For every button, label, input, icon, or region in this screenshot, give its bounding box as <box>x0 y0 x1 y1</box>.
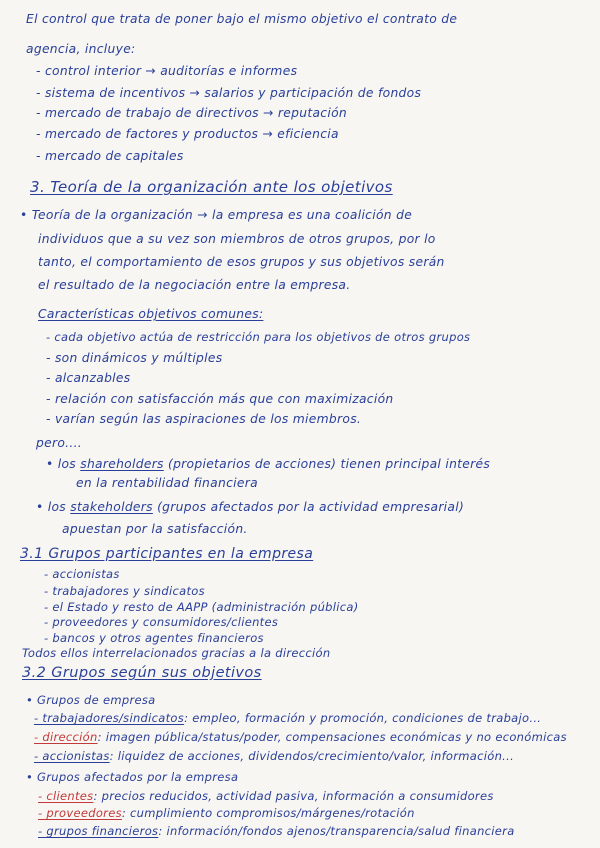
feature-item: - cada objetivo actúa de restricción para los objetivos de otros grupos <box>46 330 471 344</box>
empresa-item-label: - dirección <box>34 730 98 744</box>
empresa-title: • Grupos de empresa <box>26 693 156 707</box>
group-item: - trabajadores y sindicatos <box>44 584 205 598</box>
section-3-title: 3. Teoría de la organización ante los objetivos <box>30 178 393 196</box>
features-title: Características objetivos comunes: <box>38 307 264 321</box>
bullet-prefix: • los <box>46 457 77 471</box>
shareholders-text: (propietarios de acciones) tienen principal interés <box>167 457 491 471</box>
afectados-item-text: : cumplimiento compromisos/márgenes/rotación <box>121 806 415 820</box>
intro-item: - mercado de trabajo de directivos → reputación <box>36 106 347 120</box>
section-32-title: 3.2 Grupos según sus objetivos <box>22 665 262 681</box>
bullet-prefix: • los <box>36 500 67 514</box>
afectados-item-label: - grupos financieros <box>38 824 159 838</box>
intro-item: - sistema de incentivos → salarios y participación de fondos <box>36 86 422 100</box>
afectados-item <box>38 806 415 820</box>
section-3-para: tanto, el comportamiento de esos grupos y sus objetivos serán <box>38 255 445 269</box>
intro-item: - control interior → auditorías e informes <box>36 64 298 78</box>
group-item: - bancos y otros agentes financieros <box>44 631 264 645</box>
shareholders-label: shareholders <box>80 457 164 471</box>
intro-item: - mercado de capitales <box>36 149 184 163</box>
afectados-item <box>38 789 494 803</box>
shareholders-line-2: en la rentabilidad financiera <box>76 476 258 490</box>
empresa-item <box>34 730 567 744</box>
empresa-item-text: : liquidez de acciones, dividendos/crecimiento/valor, información... <box>109 749 515 763</box>
afectados-item-text: : información/fondos ajenos/transparencia/salud financiera <box>158 824 515 838</box>
section-3-para: • Teoría de la organización → la empresa es una coalición de <box>20 208 413 222</box>
empresa-item <box>34 711 541 725</box>
empresa-item-text: : imagen pública/status/poder, compensaciones económicas y no económicas <box>97 730 567 744</box>
empresa-item-label: - accionistas <box>34 749 110 763</box>
afectados-item-text: : precios reducidos, actividad pasiva, información a consumidores <box>93 789 494 803</box>
empresa-item-text: : empleo, formación y promoción, condiciones de trabajo... <box>184 711 542 725</box>
stakeholders-label: stakeholders <box>70 500 153 514</box>
feature-item: - son dinámicos y múltiples <box>46 351 223 365</box>
afectados-item <box>38 824 515 838</box>
intro-line-2: agencia, incluye: <box>26 42 136 56</box>
feature-item: - alcanzables <box>46 371 131 385</box>
stakeholders-text: (grupos afectados por la actividad empresarial) <box>157 500 465 514</box>
section-3-para: individuos que a su vez son miembros de otros grupos, por lo <box>38 232 436 246</box>
intro-item: - mercado de factores y productos → eficiencia <box>36 127 339 141</box>
afectados-item-label: - clientes <box>38 789 94 803</box>
feature-item: - varían según las aspiraciones de los miembros. <box>46 412 362 426</box>
empresa-item-label: - trabajadores/sindicatos <box>34 711 185 725</box>
stakeholders-line-2: apuestan por la satisfacción. <box>62 522 248 536</box>
group-item: - proveedores y consumidores/clientes <box>44 615 279 629</box>
group-item: - accionistas <box>44 567 120 581</box>
section-31-title: 3.1 Grupos participantes en la empresa <box>20 546 314 562</box>
afectados-item-label: - proveedores <box>38 806 122 820</box>
group-item: - el Estado y resto de AAPP (administración pública) <box>44 600 359 614</box>
shareholders-line-1 <box>46 457 490 471</box>
pero-text: pero.... <box>36 436 82 450</box>
intro-line-1: El control que trata de poner bajo el mismo objetivo el contrato de <box>26 12 458 26</box>
afectados-title: • Grupos afectados por la empresa <box>26 770 239 784</box>
feature-item: - relación con satisfacción más que con maximización <box>46 392 394 406</box>
groups-note: Todos ellos interrelacionados gracias a la dirección <box>22 646 331 660</box>
section-3-para: el resultado de la negociación entre la empresa. <box>38 278 351 292</box>
empresa-item <box>34 749 514 763</box>
stakeholders-line-1 <box>36 500 464 514</box>
